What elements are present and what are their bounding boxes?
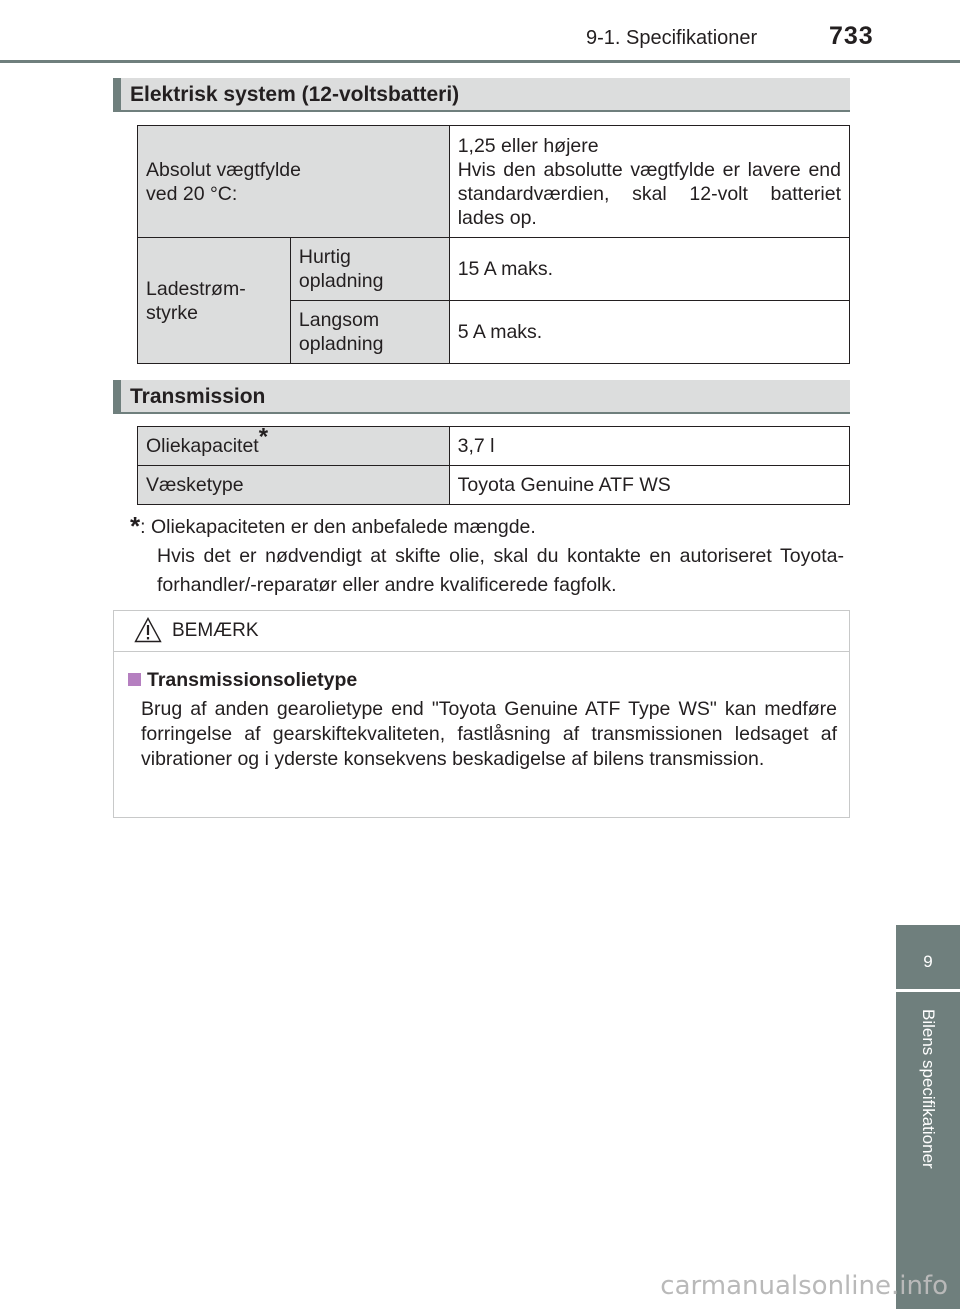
- charge-label-line2: styrke: [146, 301, 199, 324]
- charge-label-line1: Ladestrøm-: [146, 277, 246, 300]
- fast-label-line2: opladning: [298, 270, 384, 292]
- heading-accent-bar: [113, 78, 121, 110]
- footnote-first-line: [130, 512, 844, 542]
- fast-charge-value: 15 A maks.: [449, 238, 849, 301]
- notice-header: [114, 611, 849, 652]
- chapter-side-tab: [896, 925, 960, 1309]
- footnote-continuation: Hvis det er nødvendigt at skifte olie, skal du kontakte en autoriseret Toyota-forhandler/-reparatør eller andre kvalificerede fagfolk.: [157, 545, 844, 596]
- header-divider: [0, 60, 960, 63]
- footnote-marker: *: [258, 423, 269, 451]
- footnote-star: *: [130, 511, 141, 541]
- oil-capacity-label: Oliekapacitet: [146, 435, 259, 457]
- gravity-value-line1: 1,25 eller højere: [457, 134, 599, 157]
- gravity-value-note: Hvis den absolutte vægtfylde er lavere end standardværdien, skal 12-volt batteriet lades op.: [457, 158, 841, 229]
- table-row: [138, 466, 850, 505]
- gravity-label-line2: ved 20 °C:: [146, 182, 238, 205]
- slow-charge-label-cell: [290, 301, 449, 364]
- warning-triangle-icon: [134, 617, 162, 643]
- slow-label-line1: Langsom: [298, 309, 380, 331]
- notice-item-title: [128, 669, 357, 692]
- oil-capacity-label-cell: [138, 423, 450, 466]
- slow-charge-value: 5 A maks.: [449, 301, 849, 364]
- oil-capacity-value: 3,7 l: [449, 427, 849, 466]
- fluid-type-value: Toyota Genuine ATF WS: [449, 466, 849, 505]
- notice-item-body: Brug af anden gearolietype end "Toyota Genuine ATF Type WS" kan medføre forringelse af gearskiftekvaliteten, fastlåsning af transmissionen ledsaget af vibrationer og i yderste konsekvens beskadigelse af bilens transmission.: [141, 698, 837, 770]
- gravity-value-cell: [449, 126, 849, 238]
- electrical-spec-table: [137, 125, 850, 364]
- heading-accent-bar: [113, 380, 121, 412]
- square-bullet-icon: [128, 673, 141, 686]
- page-number: 733: [829, 22, 874, 50]
- fluid-type-label: Væsketype: [138, 466, 450, 505]
- table-row: [138, 238, 850, 301]
- gravity-label-line1: Absolut vægtfylde: [146, 158, 302, 181]
- table-row: [138, 427, 850, 466]
- chapter-title: Bilens specifikationer: [919, 1009, 938, 1169]
- electrical-section-heading: [113, 78, 850, 112]
- watermark: carmanualsonline.info: [660, 1271, 948, 1301]
- footnote-text: : Oliekapaciteten er den anbefalede mængde.: [140, 516, 536, 538]
- fast-label-line1: Hurtig: [298, 246, 351, 268]
- section-title: 9-1. Specifikationer: [586, 27, 758, 49]
- electrical-heading-text: Elektrisk system (12-voltsbatteri): [130, 83, 460, 106]
- notice-item-title-text: Transmissionsolietype: [147, 669, 358, 691]
- transmission-spec-table: [137, 423, 850, 505]
- slow-label-line2: opladning: [298, 333, 384, 355]
- charge-label-cell: [138, 238, 291, 364]
- fast-charge-label-cell: [290, 238, 449, 301]
- footnote: [130, 512, 844, 600]
- table-row: [138, 126, 850, 238]
- gravity-label-cell: [138, 126, 450, 238]
- transmission-section-heading: [113, 380, 850, 414]
- chapter-number: 9: [896, 935, 960, 992]
- notice-box: [113, 610, 850, 818]
- transmission-heading-text: Transmission: [130, 385, 266, 408]
- notice-label: BEMÆRK: [172, 620, 259, 641]
